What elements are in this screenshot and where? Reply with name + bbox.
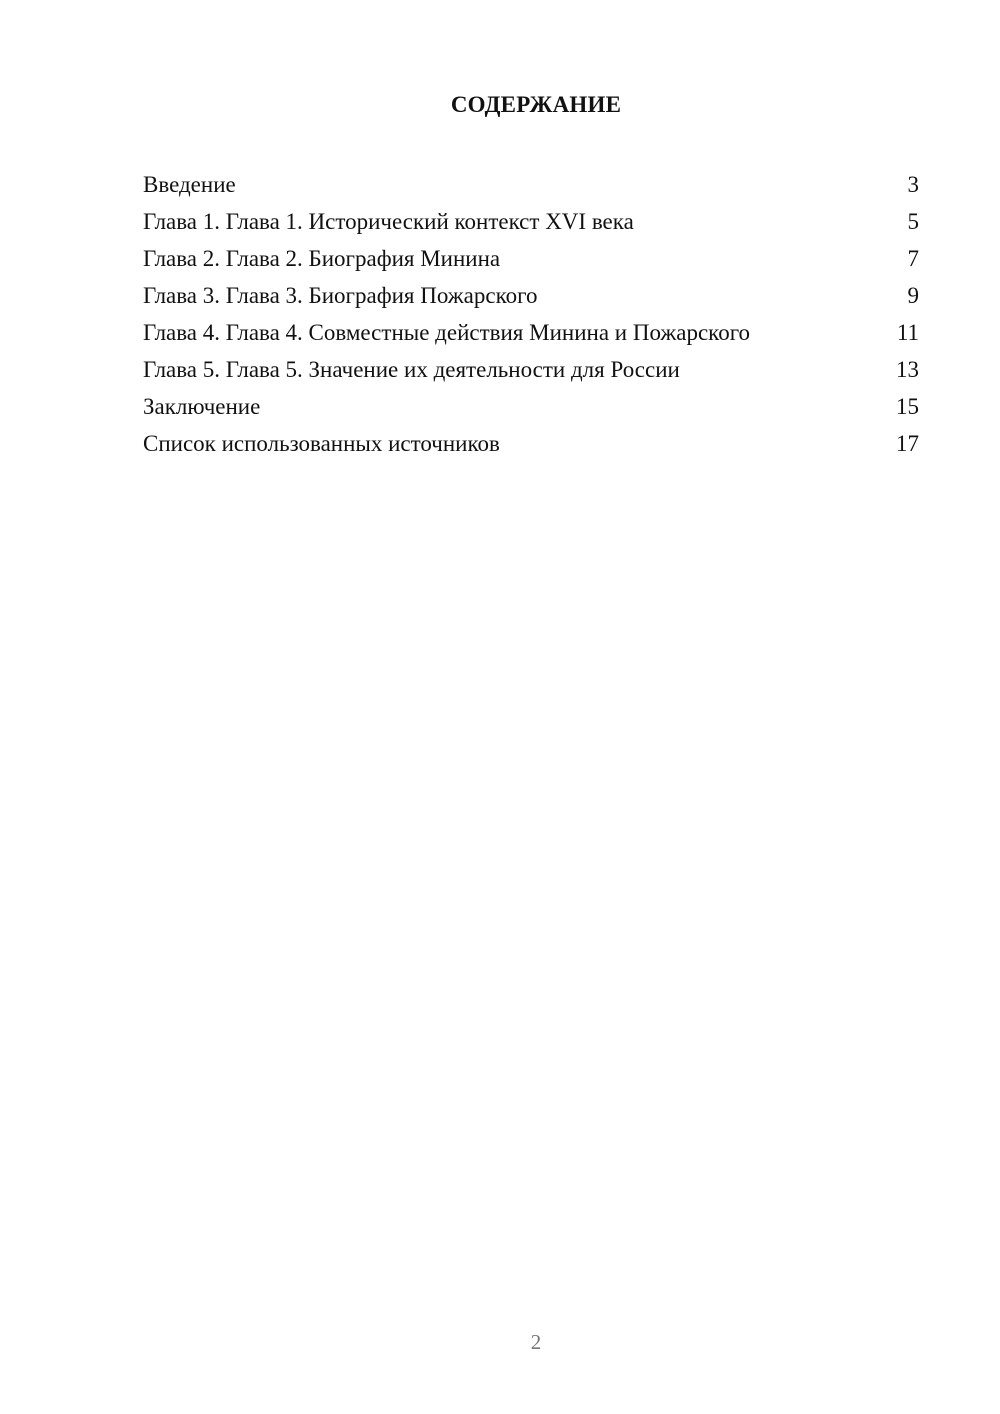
toc-entry-label: Глава 3. Глава 3. Биография Пожарского — [143, 283, 538, 308]
toc-entry-label: Глава 4. Глава 4. Совместные действия Минина и Пожарского — [143, 320, 751, 345]
toc-entry-chapter-2 — [143, 242, 919, 279]
table-of-contents — [143, 168, 919, 464]
toc-entry-conclusion — [143, 390, 919, 427]
toc-entry-label: Заключение — [143, 394, 261, 419]
toc-entry-page: 17 — [896, 431, 919, 456]
toc-entry-references — [143, 427, 919, 464]
toc-title: СОДЕРЖАНИЕ — [450, 92, 622, 117]
toc-entry-page: 5 — [907, 209, 919, 234]
toc-entry-page: 11 — [896, 320, 919, 345]
toc-entry-chapter-5 — [143, 353, 919, 390]
toc-entry-page: 15 — [896, 394, 919, 419]
toc-entry-page: 7 — [907, 246, 919, 271]
toc-entry-label: Список использованных источников — [143, 431, 500, 456]
toc-entry-label: Введение — [143, 172, 236, 197]
toc-entry-page: 3 — [907, 172, 919, 197]
toc-entry-label: Глава 5. Глава 5. Значение их деятельности для России — [143, 357, 680, 382]
toc-entry-chapter-1 — [143, 205, 919, 242]
toc-entry-page: 9 — [907, 283, 919, 308]
toc-entry-label: Глава 2. Глава 2. Биография Минина — [143, 246, 501, 271]
toc-entry-label: Глава 1. Глава 1. Исторический контекст XVI века — [143, 209, 634, 234]
toc-entry-chapter-3 — [143, 279, 919, 316]
toc-entry-page: 13 — [896, 357, 919, 382]
page-number: 2 — [530, 1330, 542, 1354]
toc-entry-chapter-4 — [143, 316, 919, 353]
toc-entry-introduction — [143, 168, 919, 205]
